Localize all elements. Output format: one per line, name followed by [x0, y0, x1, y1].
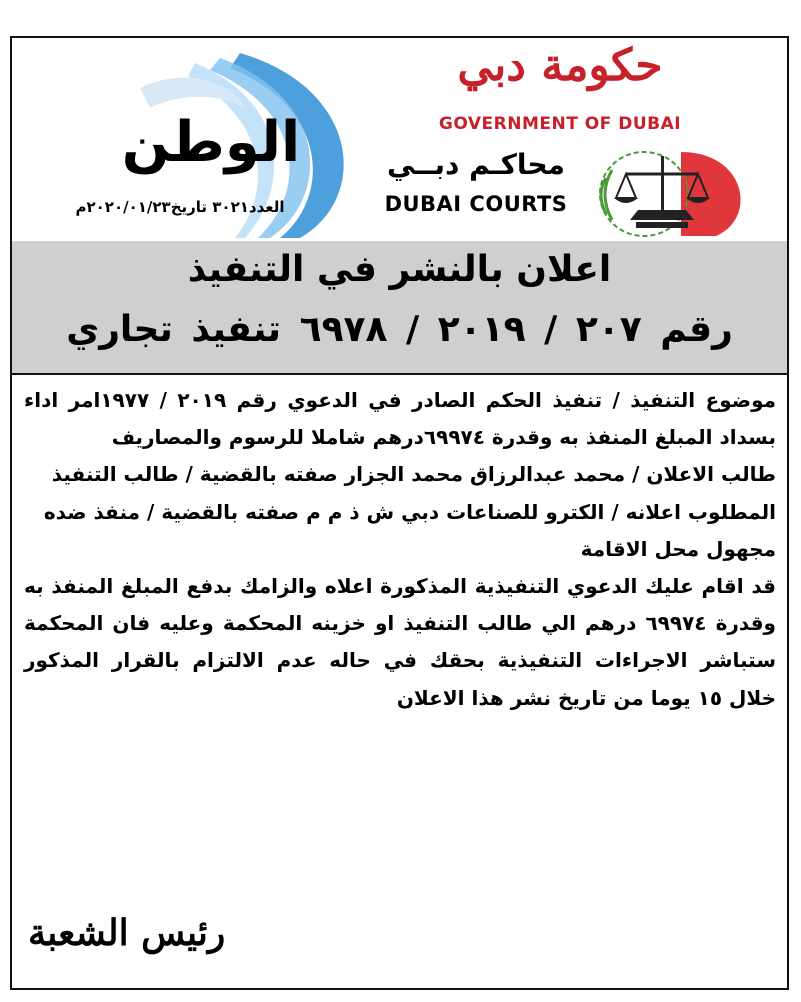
newspaper-masthead	[30, 48, 360, 238]
government-name-ar: حكومة دبي	[457, 40, 663, 91]
government-logo	[430, 40, 710, 140]
court-name-en: DUBAI COURTS	[384, 192, 568, 216]
body-paragraph-address: مجهول محل الاقامة	[580, 536, 776, 561]
body-paragraph-respondent: المطلوب اعلانه / الكترو للصناعات دبي ش ذ م م صفته بالقضية / منفذ ضده	[43, 499, 776, 524]
signature: رئيس الشعبة	[28, 912, 226, 954]
court-logo	[376, 148, 756, 238]
notice-body	[24, 382, 776, 717]
notice-title: اعلان بالنشر في التنفيذ	[187, 249, 612, 290]
heading-band	[12, 241, 787, 375]
case-number: رقم ٢٠٧ / ٢٠١٩ / ٦٩٧٨ تنفيذ تجاري	[66, 309, 733, 350]
body-paragraph-claimant: طالب الاعلان / محمد عبدالرزاق محمد الجزار صفته بالقضية / طالب التنفيذ	[51, 462, 776, 487]
government-name-en: GOVERNMENT OF DUBAI	[438, 114, 682, 134]
body-paragraph-notice: قد اقام عليك الدعوي التنفيذية المذكورة اعلاه والزامك بدفع المبلغ المنفذ به وقدرة ٦٩٩٧٤ درهم الي طالب التنفيذ او خزينه المحكمة وعليه فان المحكمة ستباشر الاجراءات التنفيذية بحقك في حاله عدم الالتزام بالقرار المذكور خلال ١٥ يوما من تاريخ نشر هذا الاعلان	[24, 574, 776, 710]
court-name-ar: محاكـم دبــي	[387, 148, 565, 181]
issue-date-line: العدد٣٠٢١ تاريخ٢٠٢٠/٠١/٢٣م	[75, 198, 285, 216]
body-paragraph-subject: موضوع التنفيذ / تنفيذ الحكم الصادر في الدعوي رقم ٢٠١٩ / ١٩٧٧امر اداء بسداد المبلغ المنفذ به وقدرة ٦٩٩٧٤درهم شاملا للرسوم والمصاريف	[24, 388, 776, 450]
newspaper-name: الوطن	[121, 110, 301, 175]
scales-of-justice-icon	[586, 148, 756, 240]
